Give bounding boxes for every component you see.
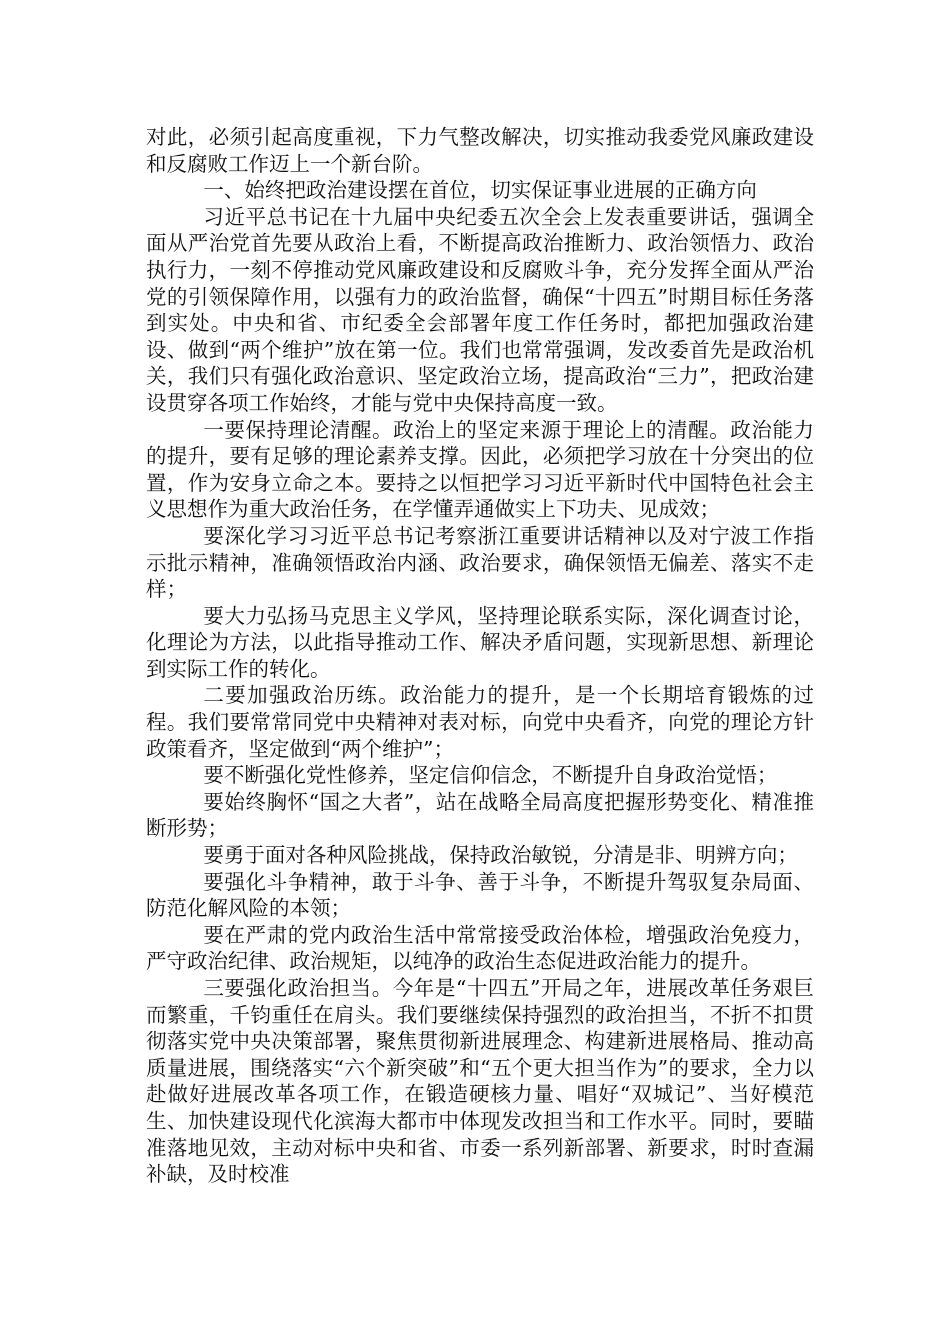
- body-paragraph: 二要加强政治历练。政治能力的提升，是一个长期培育锻炼的过程。我们要常常同党中央精神对表对标，向党中央看齐，向党的理论方针政策看齐，坚定做到“两个维护”；: [146, 683, 814, 761]
- body-paragraph: 要深化学习习近平总书记考察浙江重要讲话精神以及对宁波工作指示批示精神，准确领悟政治内涵、政治要求，确保领悟无偏差、落实不走样；: [146, 523, 814, 602]
- body-paragraph: 习近平总书记在十九届中央纪委五次全会上发表重要讲话，强调全面从严治党首先要从政治上看，不断提高政治推断力、政治领悟力、政治执行力，一刻不停推动党风廉政建设和反腐败斗争，充分发挥全面从严治党的引领保障作用，以强有力的政治监督，确保“十四五”时期目标任务落到实处。中央和省、市纪委全会部署年度工作任务时，都把加强政治建设、做到“两个维护”放在第一位。我们也常常强调，发改委首先是政治机关，我们只有强化政治意识、坚定政治立场，提高政治“三力”，把政治建设贯穿各项工作始终，才能与党中央保持高度一致。: [146, 204, 814, 415]
- body-paragraph: 要强化斗争精神，敢于斗争、善于斗争，不断提升驾驭复杂局面、防范化解风险的本领；: [146, 869, 814, 921]
- body-paragraph: 一要保持理论清醒。政治上的坚定来源于理论上的清醒。政治能力的提升，要有足够的理论素养支撑。因此，必须把学习放在十分突出的位置，作为安身立命之本。要持之以恒把学习习近平新时代中国特色社会主义思想作为重大政治任务，在学懂弄通做实上下功夫、见成效；: [146, 417, 814, 522]
- body-paragraph: 要大力弘扬马克思主义学风，坚持理论联系实际，深化调查讨论，化理论为方法，以此指导推动工作、解决矛盾问题，实现新思想、新理论到实际工作的转化。: [146, 603, 814, 681]
- body-paragraph: 对此，必须引起高度重视，下力气整改解决，切实推动我委党风廉政建设和反腐败工作迈上一个新台阶。: [146, 125, 814, 176]
- body-paragraph: 一、始终把政治建设摆在首位，切实保证事业进展的正确方向: [203, 178, 757, 203]
- body-paragraph: 要不断强化党性修养，坚定信仰信念，不断提升自身政治觉悟；: [203, 763, 778, 788]
- body-paragraph: 要勇于面对各种风险挑战，保持政治敏锐，分清是非、明辨方向；: [203, 843, 798, 868]
- document-body: [146, 124, 814, 1188]
- body-paragraph: 要在严肃的党内政治生活中常常接受政治体检，增强政治免疫力，严守政治纪律、政治规矩，以纯净的政治生态促进政治能力的提升。: [146, 922, 814, 974]
- body-paragraph: 要始终胸怀“国之大者”，站在战略全局高度把握形势变化、精准推断形势；: [146, 789, 814, 841]
- body-paragraph: 三要强化政治担当。今年是“十四五”开局之年，进展改革任务艰巨而繁重，千钧重任在肩头。我们要继续保持强烈的政治担当，不折不扣贯彻落实党中央决策部署，聚焦贯彻新进展理念、构建新进展格局、推动高质量进展，围绕落实“六个新突破”和“五个更大担当作为”的要求，全力以赴做好进展改革各项工作，在锻造硬核力量、唱好“双城记”、当好模范生、加快建设现代化滨海大都市中体现发改担当和工作水平。同时，要瞄准落地见效，主动对标中央和省、市委一系列新部署、新要求，时时查漏补缺，及时校准: [146, 976, 814, 1187]
